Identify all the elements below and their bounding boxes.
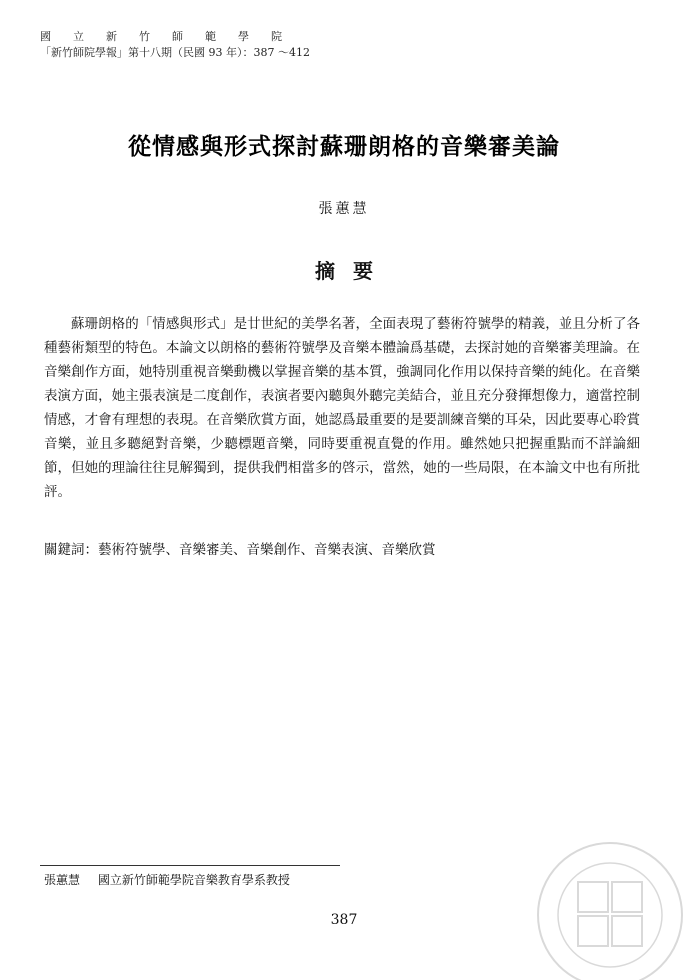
journal-header [40, 30, 310, 60]
paper-title: 從情感與形式探討蘇珊朗格的音樂審美論 [128, 133, 560, 160]
footnote-affiliation: 國立新竹師範學院音樂教育學系教授 [97, 873, 290, 887]
school-name: 國立新竹師範學院 [40, 30, 304, 43]
abstract-heading: 摘要 [315, 259, 391, 283]
abstract-body: 蘇珊朗格的「情感與形式」是廿世紀的美學名著，全面表現了藝術符號學的精義，並且分析了各種藝術類型的特色。本論文以朗格的藝術符號學及音樂本體論爲基礎，去探討她的音樂審美理論。在音樂創作方面，她特別重視音樂動機以掌握音樂的基本質，強調同化作用以保持音樂的純化。在音樂表演方面，她主張表演是二度創作，表演者要內聽與外聽完美結合，並且充分發揮想像力，適當控制情感，才會有理想的表現。在音樂欣賞方面，她認爲最重要的是要訓練音樂的耳朵，因此要專心聆賞音樂，並且多聽絕對音樂，少聽標題音樂，同時要重視直覺的作用。雖然她只把握重點而不詳論細節，但她的理論往往見解獨到，提供我們相當多的啓示，當然，她的一些局限，在本論文中也有所批評。 [44, 316, 640, 500]
footnote-rule [40, 865, 340, 866]
library-seal-watermark [510, 820, 688, 980]
author-name: 張蕙慧 [318, 201, 370, 217]
journal-citation: 「新竹師院學報」第十八期（民國 93 年）：387 ～412 [40, 46, 310, 59]
footnote-author: 張蕙慧 [44, 873, 81, 887]
keywords: 關鍵詞：藝術符號學、音樂審美、音樂創作、音樂表演、音樂欣賞 [44, 542, 436, 558]
footnote [44, 872, 290, 888]
page-number: 387 [330, 912, 358, 928]
